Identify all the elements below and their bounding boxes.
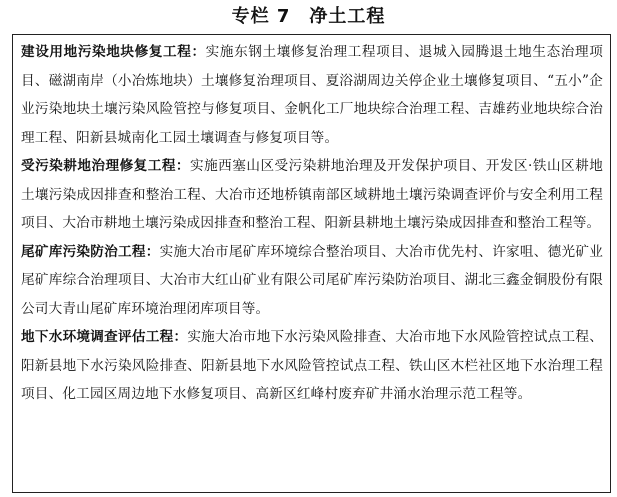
section-heading: 建设用地污染地块修复工程： [21,44,206,60]
section-body: 实施西塞山区受污染耕地治理及开发保护项目、开发区·铁山区耕地土壤污染成因排查和整治工程、大冶市还地桥镇南部区域耕地土壤污染调查评价与安全利用工程项目、大冶市耕地土壤污染成因排查和整治工程、阳新县耕地土壤污染成因排查和整治工程等。 [21,158,603,231]
section-body: 实施大冶市地下水污染风险排查、大冶市地下水风险管控试点工程、阳新县地下水污染风险排查、阳新县地下水风险管控试点工程、铁山区木栏社区地下水治理工程项目、化工园区周边地下水修复项目、高新区红峰村废弃矿井涌水治理示范工程等。 [21,329,604,402]
section-body: 实施东钢土壤修复治理工程项目、退城入园腾退土地生态治理项目、磁湖南岸（小冶炼地块）土壤修复治理项目、夏浴湖周边关停企业土壤修复项目、“五小”企业污染地块土壤污染风险管控与修复项目、金帆化工厂地块综合治理工程、吉雄药业地块综合治理工程、阳新县城南化工园土壤调查与修复项目等。 [21,44,603,146]
section-heading: 受污染耕地治理修复工程： [21,158,191,174]
section-heading: 地下水环境调查评估工程： [21,329,188,345]
section-farmland [21,152,603,238]
page-title: 专栏 7 净土工程 [231,6,386,27]
section-heading: 尾矿库污染防治工程： [21,243,160,260]
section-body: 实施大冶市尾矿库环境综合整治项目、大冶市优先村、许家咀、德光矿业尾矿库综合治理项目、大冶市大红山矿业有限公司尾矿库污染防治项目、湖北三鑫金铜股份有限公司大青山尾矿库环境治理闭库项目等。 [21,243,603,317]
section-construction-land [21,38,603,152]
section-groundwater [21,323,603,409]
content-box [12,34,611,493]
section-tailings [21,238,603,324]
